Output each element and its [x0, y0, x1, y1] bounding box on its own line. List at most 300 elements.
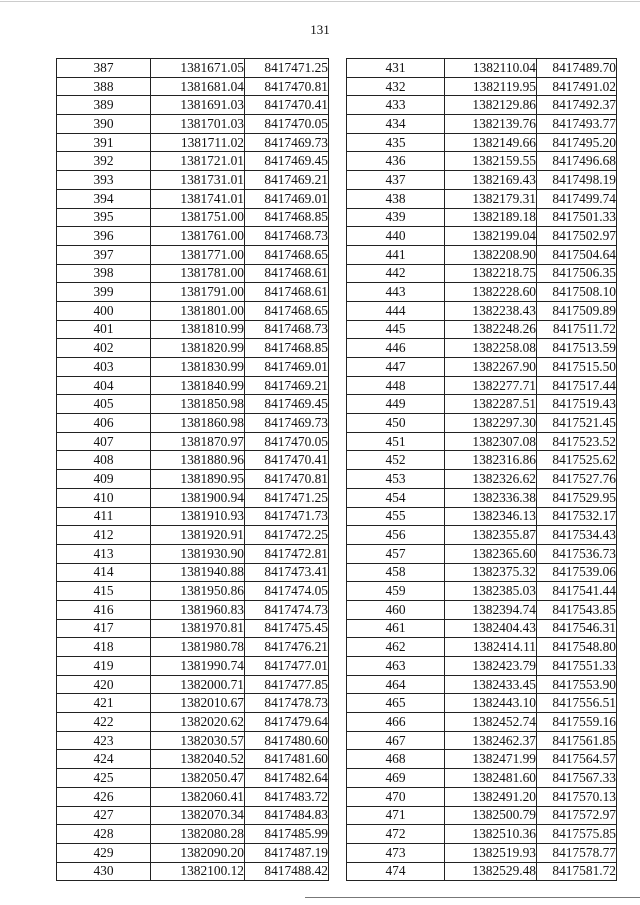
point-number-cell: 387 — [57, 59, 151, 78]
x-coordinate-cell: 1382365.60 — [445, 544, 537, 563]
x-coordinate-cell: 1381830.99 — [151, 358, 245, 377]
x-coordinate-cell: 1382500.79 — [445, 806, 537, 825]
y-coordinate-cell: 8417496.68 — [537, 152, 617, 171]
point-number-cell: 402 — [57, 339, 151, 358]
point-number-cell: 422 — [57, 713, 151, 732]
table-row — [57, 451, 329, 470]
table-row — [347, 208, 617, 227]
point-number-cell: 473 — [347, 843, 445, 862]
point-number-cell: 405 — [57, 395, 151, 414]
y-coordinate-cell: 8417468.73 — [245, 227, 329, 246]
table-row — [57, 544, 329, 563]
x-coordinate-cell: 1382452.74 — [445, 713, 537, 732]
point-number-cell: 464 — [347, 675, 445, 694]
y-coordinate-cell: 8417469.21 — [245, 171, 329, 190]
point-number-cell: 393 — [57, 171, 151, 190]
y-coordinate-cell: 8417508.10 — [537, 283, 617, 302]
x-coordinate-cell: 1381920.91 — [151, 526, 245, 545]
x-coordinate-cell: 1382510.36 — [445, 825, 537, 844]
point-number-cell: 466 — [347, 713, 445, 732]
y-coordinate-cell: 8417534.43 — [537, 526, 617, 545]
x-coordinate-cell: 1381701.03 — [151, 115, 245, 134]
point-number-cell: 390 — [57, 115, 151, 134]
table-row — [347, 358, 617, 377]
point-number-cell: 389 — [57, 96, 151, 115]
table-row — [347, 152, 617, 171]
y-coordinate-cell: 8417469.01 — [245, 189, 329, 208]
table-row — [347, 96, 617, 115]
x-coordinate-cell: 1382248.26 — [445, 320, 537, 339]
y-coordinate-cell: 8417475.45 — [245, 619, 329, 638]
x-coordinate-cell: 1382189.18 — [445, 208, 537, 227]
table-row — [57, 488, 329, 507]
point-number-cell: 388 — [57, 77, 151, 96]
x-coordinate-cell: 1381791.00 — [151, 283, 245, 302]
point-number-cell: 439 — [347, 208, 445, 227]
x-coordinate-cell: 1381960.83 — [151, 600, 245, 619]
point-number-cell: 442 — [347, 264, 445, 283]
y-coordinate-cell: 8417470.81 — [245, 470, 329, 489]
y-coordinate-cell: 8417492.37 — [537, 96, 617, 115]
y-coordinate-cell: 8417468.85 — [245, 208, 329, 227]
table-row — [347, 432, 617, 451]
x-coordinate-cell: 1381840.99 — [151, 376, 245, 395]
y-coordinate-cell: 8417498.19 — [537, 171, 617, 190]
point-number-cell: 414 — [57, 563, 151, 582]
y-coordinate-cell: 8417488.42 — [245, 862, 329, 881]
table-row — [347, 264, 617, 283]
y-coordinate-cell: 8417473.41 — [245, 563, 329, 582]
point-number-cell: 471 — [347, 806, 445, 825]
y-coordinate-cell: 8417559.16 — [537, 713, 617, 732]
table-row — [347, 750, 617, 769]
table-row — [347, 544, 617, 563]
y-coordinate-cell: 8417470.05 — [245, 432, 329, 451]
point-number-cell: 443 — [347, 283, 445, 302]
table-row — [57, 152, 329, 171]
x-coordinate-cell: 1382267.90 — [445, 358, 537, 377]
y-coordinate-cell: 8417532.17 — [537, 507, 617, 526]
y-coordinate-cell: 8417523.52 — [537, 432, 617, 451]
point-number-cell: 459 — [347, 582, 445, 601]
y-coordinate-cell: 8417513.59 — [537, 339, 617, 358]
y-coordinate-cell: 8417468.65 — [245, 245, 329, 264]
y-coordinate-cell: 8417477.01 — [245, 657, 329, 676]
x-coordinate-cell: 1381980.78 — [151, 638, 245, 657]
point-number-cell: 392 — [57, 152, 151, 171]
y-coordinate-cell: 8417471.73 — [245, 507, 329, 526]
y-coordinate-cell: 8417474.73 — [245, 600, 329, 619]
x-coordinate-cell: 1382119.95 — [445, 77, 537, 96]
point-number-cell: 441 — [347, 245, 445, 264]
point-number-cell: 426 — [57, 787, 151, 806]
point-number-cell: 461 — [347, 619, 445, 638]
point-number-cell: 462 — [347, 638, 445, 657]
y-coordinate-cell: 8417470.41 — [245, 96, 329, 115]
table-row — [347, 283, 617, 302]
x-coordinate-cell: 1381930.90 — [151, 544, 245, 563]
y-coordinate-cell: 8417468.85 — [245, 339, 329, 358]
point-number-cell: 391 — [57, 133, 151, 152]
point-number-cell: 435 — [347, 133, 445, 152]
y-coordinate-cell: 8417572.97 — [537, 806, 617, 825]
x-coordinate-cell: 1382050.47 — [151, 769, 245, 788]
y-coordinate-cell: 8417487.19 — [245, 843, 329, 862]
x-coordinate-cell: 1381741.01 — [151, 189, 245, 208]
point-number-cell: 445 — [347, 320, 445, 339]
point-number-cell: 469 — [347, 769, 445, 788]
point-number-cell: 430 — [57, 862, 151, 881]
y-coordinate-cell: 8417469.45 — [245, 152, 329, 171]
y-coordinate-cell: 8417536.73 — [537, 544, 617, 563]
y-coordinate-cell: 8417567.33 — [537, 769, 617, 788]
x-coordinate-cell: 1382010.67 — [151, 694, 245, 713]
x-coordinate-cell: 1382199.04 — [445, 227, 537, 246]
table-row — [347, 619, 617, 638]
table-row — [57, 245, 329, 264]
y-coordinate-cell: 8417525.62 — [537, 451, 617, 470]
table-row — [347, 806, 617, 825]
point-number-cell: 411 — [57, 507, 151, 526]
table-row — [347, 414, 617, 433]
table-row — [347, 843, 617, 862]
point-number-cell: 433 — [347, 96, 445, 115]
x-coordinate-cell: 1382394.74 — [445, 600, 537, 619]
x-coordinate-cell: 1381731.01 — [151, 171, 245, 190]
y-coordinate-cell: 8417575.85 — [537, 825, 617, 844]
x-coordinate-cell: 1382129.86 — [445, 96, 537, 115]
y-coordinate-cell: 8417483.72 — [245, 787, 329, 806]
x-coordinate-cell: 1382443.10 — [445, 694, 537, 713]
x-coordinate-cell: 1382277.71 — [445, 376, 537, 395]
table-row — [347, 657, 617, 676]
point-number-cell: 472 — [347, 825, 445, 844]
point-number-cell: 427 — [57, 806, 151, 825]
table-row — [57, 750, 329, 769]
table-row — [347, 227, 617, 246]
point-number-cell: 448 — [347, 376, 445, 395]
point-number-cell: 447 — [347, 358, 445, 377]
x-coordinate-cell: 1382080.28 — [151, 825, 245, 844]
table-row — [57, 694, 329, 713]
y-coordinate-cell: 8417521.45 — [537, 414, 617, 433]
point-number-cell: 453 — [347, 470, 445, 489]
point-number-cell: 424 — [57, 750, 151, 769]
x-coordinate-cell: 1381860.98 — [151, 414, 245, 433]
x-coordinate-cell: 1382336.38 — [445, 488, 537, 507]
x-coordinate-cell: 1381990.74 — [151, 657, 245, 676]
table-row — [347, 713, 617, 732]
x-coordinate-cell: 1382316.86 — [445, 451, 537, 470]
y-coordinate-cell: 8417468.61 — [245, 264, 329, 283]
table-row — [347, 582, 617, 601]
x-coordinate-cell: 1382375.32 — [445, 563, 537, 582]
y-coordinate-cell: 8417506.35 — [537, 264, 617, 283]
point-number-cell: 418 — [57, 638, 151, 657]
table-row — [347, 395, 617, 414]
y-coordinate-cell: 8417471.25 — [245, 488, 329, 507]
y-coordinate-cell: 8417470.81 — [245, 77, 329, 96]
x-coordinate-cell: 1382414.11 — [445, 638, 537, 657]
table-row — [57, 208, 329, 227]
table-row — [347, 638, 617, 657]
x-coordinate-cell: 1382307.08 — [445, 432, 537, 451]
table-row — [57, 301, 329, 320]
point-number-cell: 451 — [347, 432, 445, 451]
table-row — [57, 59, 329, 78]
point-number-cell: 415 — [57, 582, 151, 601]
table-row — [57, 339, 329, 358]
y-coordinate-cell: 8417472.81 — [245, 544, 329, 563]
y-coordinate-cell: 8417472.25 — [245, 526, 329, 545]
table-row — [347, 731, 617, 750]
x-coordinate-cell: 1382149.66 — [445, 133, 537, 152]
x-coordinate-cell: 1382218.75 — [445, 264, 537, 283]
x-coordinate-cell: 1382404.43 — [445, 619, 537, 638]
point-number-cell: 394 — [57, 189, 151, 208]
point-number-cell: 450 — [347, 414, 445, 433]
table-row — [347, 245, 617, 264]
y-coordinate-cell: 8417561.85 — [537, 731, 617, 750]
table-row — [57, 283, 329, 302]
y-coordinate-cell: 8417479.64 — [245, 713, 329, 732]
x-coordinate-cell: 1382139.76 — [445, 115, 537, 134]
y-coordinate-cell: 8417484.83 — [245, 806, 329, 825]
y-coordinate-cell: 8417553.90 — [537, 675, 617, 694]
point-number-cell: 446 — [347, 339, 445, 358]
point-number-cell: 444 — [347, 301, 445, 320]
point-number-cell: 407 — [57, 432, 151, 451]
y-coordinate-cell: 8417485.99 — [245, 825, 329, 844]
coordinates-table-right — [346, 58, 617, 881]
point-number-cell: 417 — [57, 619, 151, 638]
y-coordinate-cell: 8417551.33 — [537, 657, 617, 676]
x-coordinate-cell: 1382287.51 — [445, 395, 537, 414]
x-coordinate-cell: 1381801.00 — [151, 301, 245, 320]
point-number-cell: 474 — [347, 862, 445, 881]
point-number-cell: 425 — [57, 769, 151, 788]
table-row — [57, 582, 329, 601]
x-coordinate-cell: 1381940.88 — [151, 563, 245, 582]
table-row — [57, 264, 329, 283]
y-coordinate-cell: 8417478.73 — [245, 694, 329, 713]
point-number-cell: 398 — [57, 264, 151, 283]
point-number-cell: 460 — [347, 600, 445, 619]
point-number-cell: 396 — [57, 227, 151, 246]
point-number-cell: 412 — [57, 526, 151, 545]
point-number-cell: 432 — [347, 77, 445, 96]
x-coordinate-cell: 1382385.03 — [445, 582, 537, 601]
x-coordinate-cell: 1382519.93 — [445, 843, 537, 862]
x-coordinate-cell: 1381761.00 — [151, 227, 245, 246]
bottom-edge-line — [305, 897, 640, 898]
x-coordinate-cell: 1382110.04 — [445, 59, 537, 78]
x-coordinate-cell: 1382423.79 — [445, 657, 537, 676]
table-row — [57, 414, 329, 433]
x-coordinate-cell: 1381781.00 — [151, 264, 245, 283]
point-number-cell: 400 — [57, 301, 151, 320]
table-row — [57, 563, 329, 582]
table-row — [57, 507, 329, 526]
y-coordinate-cell: 8417469.73 — [245, 414, 329, 433]
table-row — [347, 115, 617, 134]
x-coordinate-cell: 1382020.62 — [151, 713, 245, 732]
y-coordinate-cell: 8417489.70 — [537, 59, 617, 78]
point-number-cell: 423 — [57, 731, 151, 750]
point-number-cell: 410 — [57, 488, 151, 507]
y-coordinate-cell: 8417578.77 — [537, 843, 617, 862]
table-row — [347, 320, 617, 339]
point-number-cell: 449 — [347, 395, 445, 414]
x-coordinate-cell: 1382100.12 — [151, 862, 245, 881]
table-row — [57, 713, 329, 732]
y-coordinate-cell: 8417468.61 — [245, 283, 329, 302]
y-coordinate-cell: 8417504.64 — [537, 245, 617, 264]
x-coordinate-cell: 1382433.45 — [445, 675, 537, 694]
table-row — [57, 619, 329, 638]
x-coordinate-cell: 1381870.97 — [151, 432, 245, 451]
x-coordinate-cell: 1382169.43 — [445, 171, 537, 190]
table-row — [57, 657, 329, 676]
point-number-cell: 428 — [57, 825, 151, 844]
point-number-cell: 458 — [347, 563, 445, 582]
y-coordinate-cell: 8417469.45 — [245, 395, 329, 414]
table-row — [57, 432, 329, 451]
x-coordinate-cell: 1381681.04 — [151, 77, 245, 96]
point-number-cell: 421 — [57, 694, 151, 713]
x-coordinate-cell: 1381671.05 — [151, 59, 245, 78]
table-row — [347, 507, 617, 526]
table-row — [347, 862, 617, 881]
x-coordinate-cell: 1382529.48 — [445, 862, 537, 881]
point-number-cell: 395 — [57, 208, 151, 227]
point-number-cell: 406 — [57, 414, 151, 433]
y-coordinate-cell: 8417581.72 — [537, 862, 617, 881]
y-coordinate-cell: 8417570.13 — [537, 787, 617, 806]
point-number-cell: 416 — [57, 600, 151, 619]
y-coordinate-cell: 8417481.60 — [245, 750, 329, 769]
y-coordinate-cell: 8417519.43 — [537, 395, 617, 414]
x-coordinate-cell: 1382326.62 — [445, 470, 537, 489]
y-coordinate-cell: 8417502.97 — [537, 227, 617, 246]
table-row — [57, 600, 329, 619]
x-coordinate-cell: 1382238.43 — [445, 301, 537, 320]
table-row — [347, 171, 617, 190]
y-coordinate-cell: 8417541.44 — [537, 582, 617, 601]
y-coordinate-cell: 8417529.95 — [537, 488, 617, 507]
table-row — [57, 731, 329, 750]
point-number-cell: 404 — [57, 376, 151, 395]
coordinates-table-left — [56, 58, 329, 881]
point-number-cell: 440 — [347, 227, 445, 246]
x-coordinate-cell: 1381721.01 — [151, 152, 245, 171]
table-row — [57, 825, 329, 844]
y-coordinate-cell: 8417509.89 — [537, 301, 617, 320]
y-coordinate-cell: 8417548.80 — [537, 638, 617, 657]
x-coordinate-cell: 1381691.03 — [151, 96, 245, 115]
table-row — [347, 189, 617, 208]
table-row — [347, 376, 617, 395]
y-coordinate-cell: 8417468.65 — [245, 301, 329, 320]
point-number-cell: 465 — [347, 694, 445, 713]
x-coordinate-cell: 1382297.30 — [445, 414, 537, 433]
point-number-cell: 468 — [347, 750, 445, 769]
table-row — [57, 376, 329, 395]
table-row — [347, 339, 617, 358]
y-coordinate-cell: 8417476.21 — [245, 638, 329, 657]
y-coordinate-cell: 8417517.44 — [537, 376, 617, 395]
point-number-cell: 397 — [57, 245, 151, 264]
x-coordinate-cell: 1382040.52 — [151, 750, 245, 769]
y-coordinate-cell: 8417499.74 — [537, 189, 617, 208]
point-number-cell: 403 — [57, 358, 151, 377]
x-coordinate-cell: 1381771.00 — [151, 245, 245, 264]
point-number-cell: 431 — [347, 59, 445, 78]
table-row — [57, 320, 329, 339]
x-coordinate-cell: 1382228.60 — [445, 283, 537, 302]
table-row — [347, 451, 617, 470]
x-coordinate-cell: 1382000.71 — [151, 675, 245, 694]
table-row — [347, 133, 617, 152]
y-coordinate-cell: 8417474.05 — [245, 582, 329, 601]
y-coordinate-cell: 8417546.31 — [537, 619, 617, 638]
y-coordinate-cell: 8417477.85 — [245, 675, 329, 694]
table-row — [57, 638, 329, 657]
x-coordinate-cell: 1382258.08 — [445, 339, 537, 358]
y-coordinate-cell: 8417482.64 — [245, 769, 329, 788]
point-number-cell: 457 — [347, 544, 445, 563]
table-row — [347, 600, 617, 619]
x-coordinate-cell: 1382208.90 — [445, 245, 537, 264]
y-coordinate-cell: 8417527.76 — [537, 470, 617, 489]
table-row — [57, 171, 329, 190]
table-row — [347, 769, 617, 788]
x-coordinate-cell: 1382355.87 — [445, 526, 537, 545]
x-coordinate-cell: 1382030.57 — [151, 731, 245, 750]
y-coordinate-cell: 8417470.41 — [245, 451, 329, 470]
y-coordinate-cell: 8417491.02 — [537, 77, 617, 96]
table-row — [57, 189, 329, 208]
table-row — [57, 96, 329, 115]
point-number-cell: 470 — [347, 787, 445, 806]
point-number-cell: 463 — [347, 657, 445, 676]
y-coordinate-cell: 8417470.05 — [245, 115, 329, 134]
table-row — [347, 301, 617, 320]
x-coordinate-cell: 1381890.95 — [151, 470, 245, 489]
point-number-cell: 413 — [57, 544, 151, 563]
x-coordinate-cell: 1381880.96 — [151, 451, 245, 470]
y-coordinate-cell: 8417511.72 — [537, 320, 617, 339]
point-number-cell: 437 — [347, 171, 445, 190]
x-coordinate-cell: 1381950.86 — [151, 582, 245, 601]
table-row — [57, 115, 329, 134]
y-coordinate-cell: 8417515.50 — [537, 358, 617, 377]
point-number-cell: 455 — [347, 507, 445, 526]
table-row — [347, 675, 617, 694]
y-coordinate-cell: 8417543.85 — [537, 600, 617, 619]
x-coordinate-cell: 1382090.20 — [151, 843, 245, 862]
point-number-cell: 429 — [57, 843, 151, 862]
y-coordinate-cell: 8417539.06 — [537, 563, 617, 582]
table-row — [57, 133, 329, 152]
table-row — [347, 787, 617, 806]
y-coordinate-cell: 8417564.57 — [537, 750, 617, 769]
table-row — [57, 675, 329, 694]
y-coordinate-cell: 8417556.51 — [537, 694, 617, 713]
point-number-cell: 436 — [347, 152, 445, 171]
x-coordinate-cell: 1382491.20 — [445, 787, 537, 806]
table-row — [347, 526, 617, 545]
